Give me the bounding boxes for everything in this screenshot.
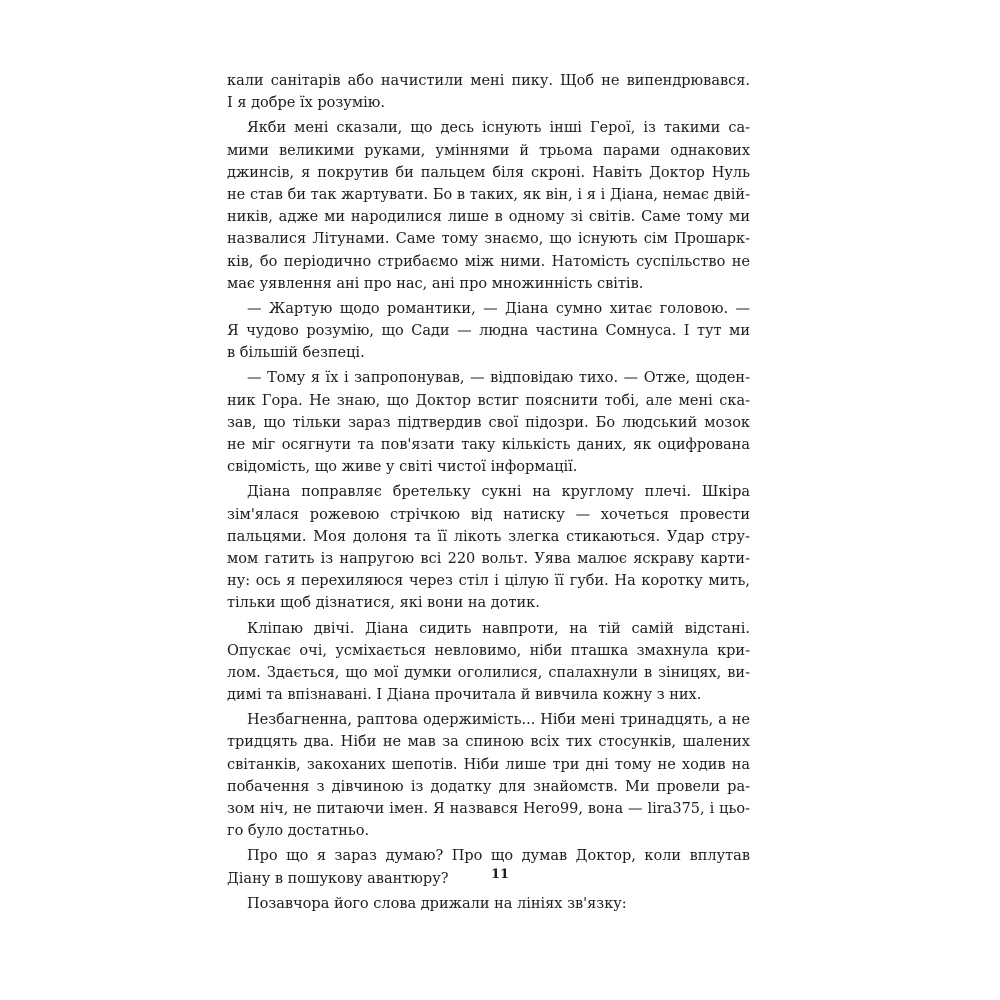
text-line: мом гатить із напругою всі 220 вольт. Уява малює яскраву карти- (227, 550, 750, 567)
paragraph (227, 367, 750, 478)
text-line: зав, що тільки зараз підтвердив свої підозри. Бо людський мозок (227, 414, 750, 431)
text-line: кали санітарів або начистили мені пику. Щоб не випендрювався. (227, 73, 750, 89)
paragraph (227, 298, 750, 365)
text-line: зім'ялася рожевою стрічкою від натиску — хочеться провести (227, 506, 750, 523)
text-line: ників, адже ми народилися лише в одному зі світів. Саме тому ми (227, 209, 750, 226)
text-line: мими великими руками, уміннями й трьома парами однакових (227, 142, 750, 159)
text-line: — Тому я їх і запропонував, — відповідаю тихо. — Отже, щоден- (247, 370, 750, 387)
text-line: Позавчора його слова дрижали на лініях зв'язку: (247, 895, 627, 912)
text-line: не став би так жартувати. Бо в таких, як він, і я і Діана, немає двій- (227, 186, 750, 203)
text-line: пальцями. Моя долоня та її лікоть злегка стикаються. Удар стру- (227, 528, 750, 545)
text-line: Кліпаю двічі. Діана сидить навпроти, на тій самій відстані. (247, 620, 750, 637)
text-line: світанків, закоханих шепотів. Ніби лише три дні тому не ходив на (227, 756, 750, 773)
text-line: зом ніч, не питаючи імен. Я назвався Hero99, вона — lira375, і цьо- (227, 801, 750, 817)
paragraph (227, 893, 750, 915)
text-line: Діану в пошукову авантюру? (227, 870, 449, 887)
text-line: не міг осягнути та пов'язати таку кількість даних, як оцифрована (227, 437, 750, 453)
text-line: ків, бо періодично стрибаємо між ними. Натомість суспільство не (227, 253, 750, 270)
text-line: тільки щоб дізнатися, які вони на дотик. (227, 595, 540, 612)
text-line: Якби мені сказали, що десь існують інші Герої, із такими са- (247, 120, 750, 137)
text-line: джинсів, я покрутив би пальцем біля скроні. Навіть Доктор Нуль (227, 164, 750, 181)
page-number: 11 (490, 867, 510, 882)
text-line: побачення з дівчиною із додатку для знайомств. Ми провели ра- (227, 778, 750, 795)
text-line: го було достатньо. (227, 823, 370, 840)
text-line: в більшій безпеці. (227, 345, 365, 362)
paragraph (227, 618, 750, 707)
paragraph (227, 117, 750, 295)
text-line: свідомість, що живе у світі чистої інформації. (227, 459, 578, 476)
text-line: Незбагненна, раптова одержимість... Ніби мені тринадцять, а не (247, 712, 750, 729)
book-page (227, 70, 750, 915)
text-line: лом. Здається, що мої думки оголилися, спалахнули в зіницях, ви- (227, 664, 750, 681)
text-line: І я добре їх розумію. (227, 95, 385, 112)
text-line: димі та впізнавані. І Діана прочитала й вивчила кожну з них. (227, 687, 702, 704)
text-line: Опускає очі, усміхається невловимо, ніби пташка змахнула кри- (227, 642, 750, 659)
text-line: ник Гора. Не знаю, що Доктор встиг пояснити тобі, але мені ска- (227, 392, 750, 409)
text-line: Діана поправляє бретельку сукні на круглому плечі. Шкіра (247, 484, 750, 501)
text-line: назвалися Літунами. Саме тому знаємо, що існують сім Прошарк- (227, 231, 750, 248)
paragraph (227, 481, 750, 614)
text-line: Я чудово розумію, що Сади — людна частина Сомнуса. І тут ми (227, 323, 750, 340)
paragraph (227, 70, 750, 114)
text-line: має уявлення ані про нас, ані про множинність світів. (227, 275, 644, 292)
paragraph (227, 709, 750, 842)
text-line: ну: ось я перехиляюся через стіл і цілую її губи. На коротку мить, (227, 573, 750, 590)
text-line: — Жартую щодо романтики, — Діана сумно хитає головою. — (247, 300, 750, 317)
text-line: тридцять два. Ніби не мав за спиною всіх тих стосунків, шалених (227, 734, 750, 751)
text-line: Про що я зараз думаю? Про що думав Доктор, коли вплутав (247, 848, 750, 865)
